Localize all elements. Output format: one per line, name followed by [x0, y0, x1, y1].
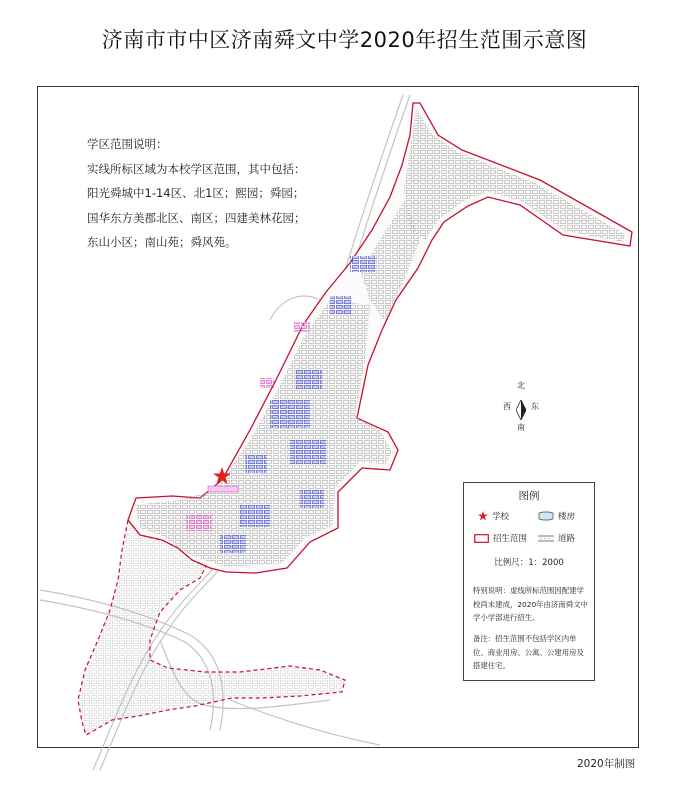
legend-title: 图例	[518, 490, 540, 502]
compass-south: 南	[517, 423, 525, 432]
building-outline-icon	[538, 511, 554, 521]
legend-special-note: 特别说明：虚线所标范围因配建学校尚未建成，2020年由济南舜文中学小学部进行招生。	[473, 586, 588, 622]
legend-item-road	[538, 532, 575, 544]
red-rectangle-icon	[474, 534, 489, 543]
north-arrow-icon	[516, 400, 526, 420]
compass	[497, 381, 545, 434]
legend-scale: 比例尺：1：2000	[494, 558, 564, 568]
legend-boundary-label: 招生范围	[493, 534, 528, 544]
description-line: 实线所标区域为本校学区范围，其中包括：	[87, 161, 306, 176]
description-heading: 学区范围说明：	[87, 137, 168, 151]
description-line: 东山小区；南山苑；舜风苑。	[87, 235, 237, 249]
map-year: 2020年制图	[577, 758, 636, 770]
legend-building-label: 楼房	[558, 512, 576, 522]
legend-box	[463, 482, 595, 681]
compass-north: 北	[517, 381, 525, 390]
double-line-road-icon	[538, 534, 554, 543]
description-line: 阳光舜城中1-14区、北1区；熙园；舜园；	[87, 186, 305, 200]
compass-west: 西	[503, 402, 511, 411]
legend-remark: 备注：招生范围不包括学区内单位、商业用房、公寓、公建用房及搭建住宅。	[473, 634, 584, 670]
legend-item-school	[478, 510, 509, 522]
red-star-icon	[478, 511, 488, 521]
map-title: 济南市市中区济南舜文中学2020年招生范围示意图	[101, 28, 588, 52]
description-line: 国华东方美郡北区、南区；四建美林花园；	[87, 210, 306, 225]
legend-school-label: 学校	[492, 512, 510, 522]
compass-east: 东	[531, 402, 539, 411]
district-description	[87, 132, 306, 255]
legend-item-building	[538, 510, 575, 522]
legend-item-boundary	[474, 532, 527, 544]
legend-road-label: 道路	[558, 534, 576, 544]
